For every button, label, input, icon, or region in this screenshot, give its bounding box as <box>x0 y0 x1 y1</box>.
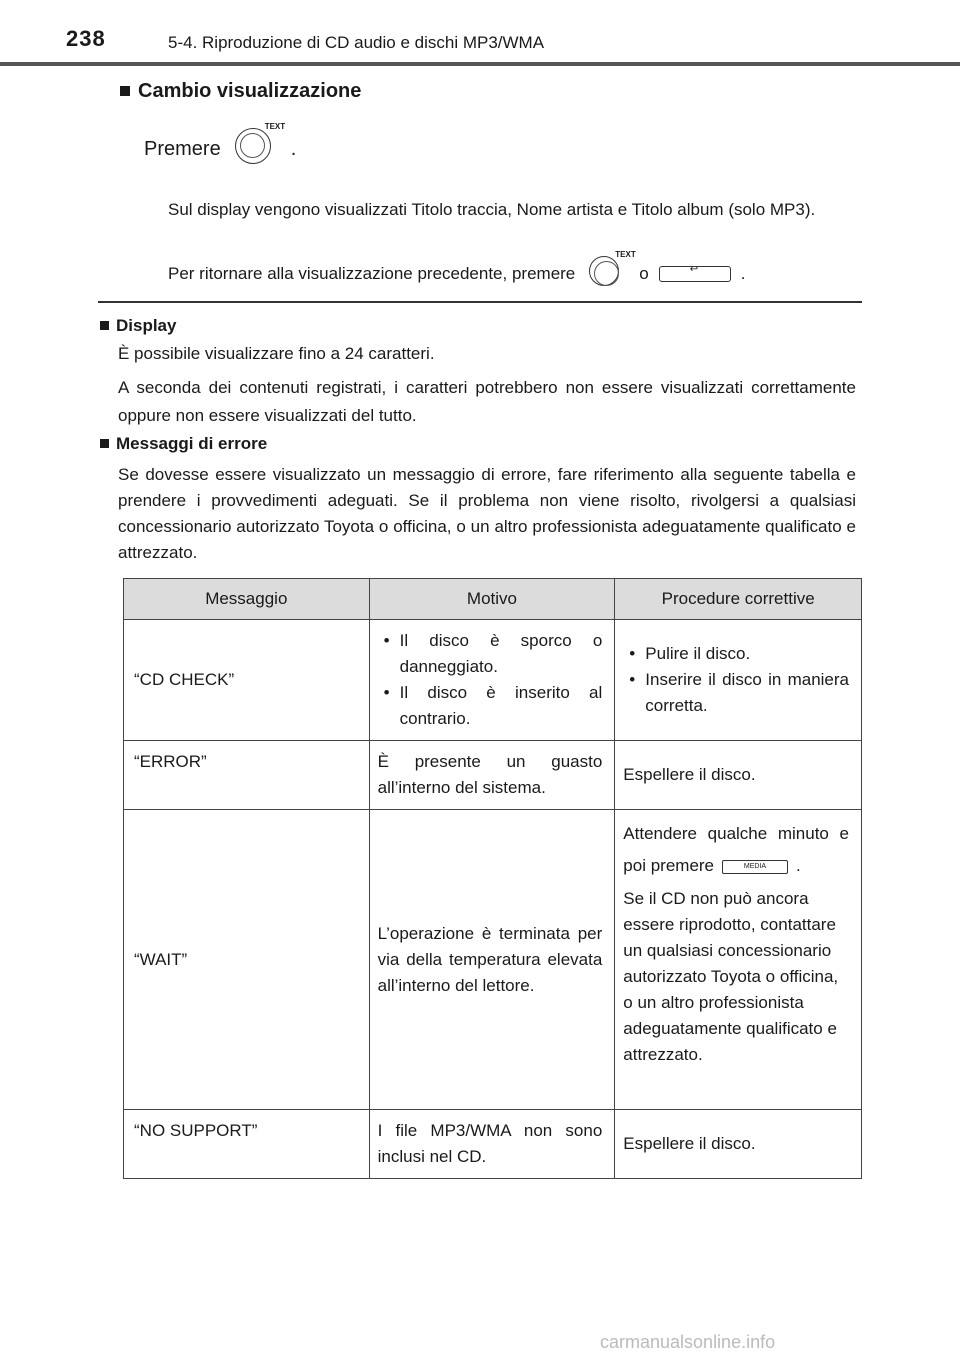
display-note-p2: A seconda dei contenuti registrati, i caratteri potrebbero non essere visualizzati correttamente oppure non essere visualizzati del tutto. <box>118 378 856 425</box>
square-bullet-icon <box>100 321 109 330</box>
header-rule <box>0 62 960 66</box>
error-note-p1: Se dovesse essere visualizzato un messaggio di errore, fare riferimento alla seguente tabella e prendere i provvedimenti adeguati. Se il problema non viene risolto, rivolgersi a qualsiasi concessionario autorizzato Toyota o officina, o un altro professionista adeguatamente qualificato e attrezzato. <box>118 465 856 562</box>
message-cell: “CD CHECK” <box>124 620 370 741</box>
reason-cell: • Il disco è sporco o danneggiato. • Il disco è inserito al contrario. <box>369 620 615 741</box>
square-bullet-icon <box>100 439 109 448</box>
message-cell: “NO SUPPORT” <box>124 1110 370 1179</box>
premere-line: Premere TEXT . <box>144 128 296 170</box>
reason-cell: I file MP3/WMA non sono inclusi nel CD. <box>369 1110 615 1179</box>
square-bullet-icon <box>120 86 130 96</box>
back-button-icon: ↩ <box>659 266 731 282</box>
table-row <box>124 810 862 1110</box>
display-description: Sul display vengono visualizzati Titolo traccia, Nome artista e Titolo album (solo MP3). <box>168 200 816 219</box>
table-row <box>124 1110 862 1179</box>
fix-cell: Espellere il disco. <box>615 1110 862 1179</box>
header-title: 5-4. Riproduzione di CD audio e dischi MP3/WMA <box>168 33 545 52</box>
section-heading: Cambio visualizzazione <box>120 80 361 103</box>
column-header: Procedure correttive <box>615 579 862 620</box>
table-row <box>124 741 862 810</box>
display-note-heading: Display <box>100 316 176 336</box>
media-button-icon: MEDIA <box>722 860 788 874</box>
watermark: carmanualsonline.info <box>600 1332 776 1352</box>
message-cell: “ERROR” <box>124 741 370 810</box>
reason-cell: È presente un guasto all’interno del sistema. <box>369 741 615 810</box>
message-cell: “WAIT” <box>124 810 370 1110</box>
error-note-heading: Messaggi di errore <box>100 434 267 454</box>
page-number: 238 <box>66 26 106 51</box>
text-knob-icon: TEXT <box>589 256 619 291</box>
display-note-p1: È possibile visualizzare fino a 24 caratteri. <box>118 344 435 363</box>
error-messages-table <box>123 578 862 1179</box>
section-divider <box>98 301 862 303</box>
table-header-row <box>124 579 862 620</box>
column-header: Messaggio <box>124 579 370 620</box>
table-row <box>124 620 862 741</box>
fix-cell: Espellere il disco. <box>615 741 862 810</box>
return-instruction: Per ritornare alla visualizzazione precedente, premere TEXT o ↩ . <box>168 256 745 291</box>
fix-cell: • Pulire il disco. • Inserire il disco in maniera corretta. <box>615 620 862 741</box>
text-knob-icon: TEXT <box>235 128 271 170</box>
fix-cell: Attendere qualche minuto e poi premere MEDIA . Se il CD non può ancora essere riprodotto, contattare un qualsiasi concessionario autorizzato Toyota o officina, o un altro professionista adeguatamente qualificato e attrezzato. <box>615 810 862 1110</box>
column-header: Motivo <box>369 579 615 620</box>
reason-cell: L’operazione è terminata per via della temperatura elevata all’interno del lettore. <box>369 810 615 1110</box>
